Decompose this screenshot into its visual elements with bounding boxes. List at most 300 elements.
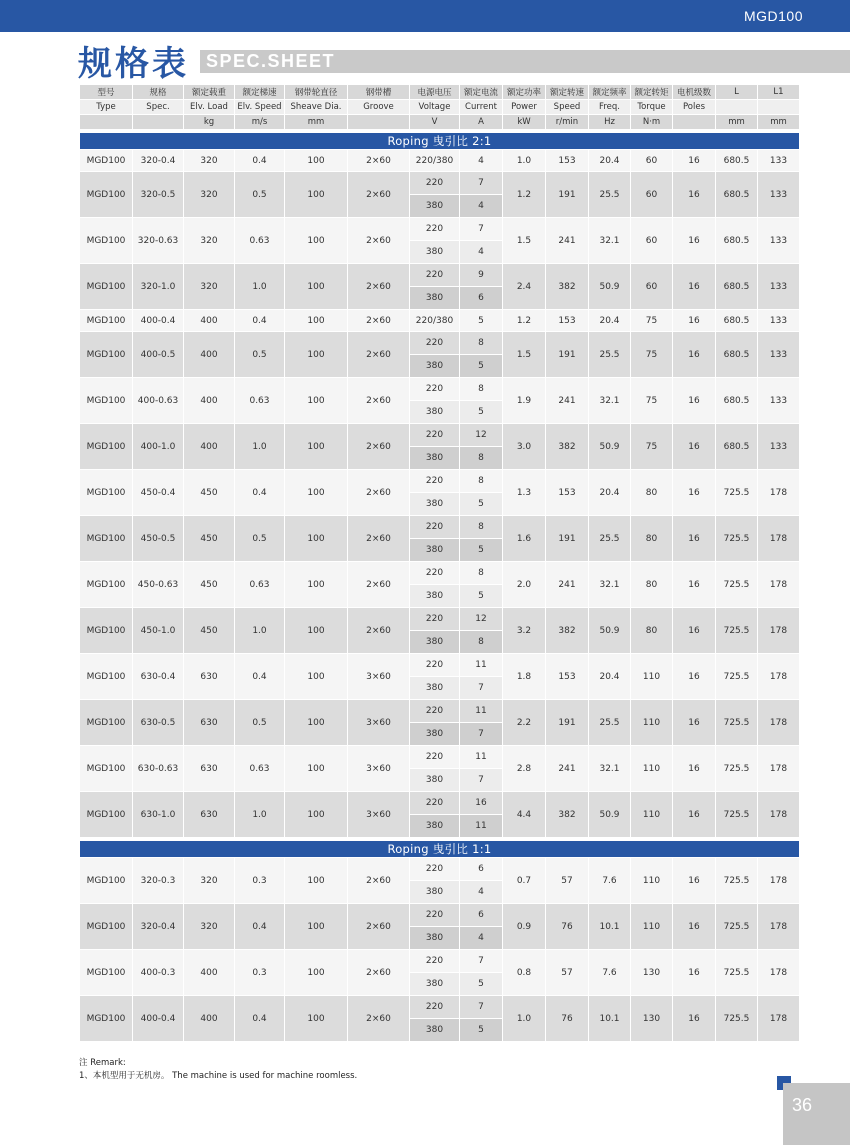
cell-rpm: 191: [546, 700, 589, 746]
section-title: Roping 曳引比 1:1: [80, 841, 800, 858]
cell-power: 2.8: [503, 746, 546, 792]
cell-current: 11: [460, 700, 503, 723]
cell-current: 11: [460, 815, 503, 838]
cell-power: 1.3: [503, 470, 546, 516]
cell-power: 1.2: [503, 172, 546, 218]
cell-groove: 3×60: [348, 654, 410, 700]
cell-torque: 130: [631, 996, 673, 1042]
cell-power: 1.2: [503, 310, 546, 332]
cell-rpm: 153: [546, 654, 589, 700]
cell-voltage: 380: [410, 447, 460, 470]
cell-freq: 32.1: [589, 562, 631, 608]
cell-groove: 2×60: [348, 858, 410, 904]
cell-L1: 133: [758, 172, 800, 218]
column-header: Sheave Dia.: [285, 100, 348, 115]
column-header: 电源电压: [410, 85, 460, 100]
cell-L1: 178: [758, 516, 800, 562]
cell-spec: 450-0.5: [133, 516, 184, 562]
cell-voltage: 380: [410, 973, 460, 996]
column-header: [673, 115, 716, 130]
cell-groove: 3×60: [348, 700, 410, 746]
cell-speed: 0.63: [235, 218, 285, 264]
cell-rpm: 382: [546, 792, 589, 838]
cell-dia: 100: [285, 608, 348, 654]
cell-load: 320: [184, 264, 235, 310]
cell-voltage: 220: [410, 264, 460, 287]
cell-L1: 178: [758, 858, 800, 904]
cell-torque: 110: [631, 904, 673, 950]
cell-groove: 2×60: [348, 172, 410, 218]
cell-spec: 630-1.0: [133, 792, 184, 838]
cell-load: 320: [184, 858, 235, 904]
column-header: Hz: [589, 115, 631, 130]
cell-spec: 400-0.3: [133, 950, 184, 996]
model-label: MGD100: [743, 8, 803, 24]
page-title-en: SPEC.SHEET: [206, 51, 336, 71]
cell-speed: 1.0: [235, 264, 285, 310]
cell-speed: 0.5: [235, 332, 285, 378]
cell-L1: 133: [758, 150, 800, 172]
cell-type: MGD100: [80, 858, 133, 904]
cell-type: MGD100: [80, 470, 133, 516]
column-header: [716, 100, 758, 115]
cell-L: 725.5: [716, 996, 758, 1042]
cell-current: 7: [460, 769, 503, 792]
cell-dia: 100: [285, 264, 348, 310]
column-header: 额定电流: [460, 85, 503, 100]
column-header: [133, 115, 184, 130]
cell-L: 725.5: [716, 562, 758, 608]
cell-poles: 16: [673, 996, 716, 1042]
table-row: [80, 608, 800, 631]
cell-dia: 100: [285, 654, 348, 700]
cell-current: 12: [460, 424, 503, 447]
cell-L: 725.5: [716, 792, 758, 838]
cell-current: 5: [460, 310, 503, 332]
cell-poles: 16: [673, 264, 716, 310]
cell-rpm: 191: [546, 516, 589, 562]
column-header: L1: [758, 85, 800, 100]
cell-torque: 60: [631, 150, 673, 172]
cell-power: 1.5: [503, 332, 546, 378]
cell-voltage: 380: [410, 927, 460, 950]
cell-voltage: 380: [410, 585, 460, 608]
cell-type: MGD100: [80, 332, 133, 378]
cell-type: MGD100: [80, 904, 133, 950]
cell-L1: 178: [758, 654, 800, 700]
cell-load: 450: [184, 608, 235, 654]
cell-voltage: 220/380: [410, 150, 460, 172]
cell-load: 400: [184, 950, 235, 996]
cell-voltage: 380: [410, 401, 460, 424]
cell-freq: 20.4: [589, 150, 631, 172]
cell-speed: 0.3: [235, 858, 285, 904]
table-row: [80, 264, 800, 287]
header-row: [80, 100, 800, 115]
table-row: [80, 746, 800, 769]
column-header: Current: [460, 100, 503, 115]
cell-spec: 320-0.5: [133, 172, 184, 218]
cell-spec: 400-0.4: [133, 996, 184, 1042]
cell-voltage: 220: [410, 172, 460, 195]
cell-speed: 0.63: [235, 562, 285, 608]
cell-groove: 2×60: [348, 904, 410, 950]
cell-poles: 16: [673, 218, 716, 264]
cell-freq: 50.9: [589, 264, 631, 310]
cell-L: 725.5: [716, 858, 758, 904]
cell-load: 630: [184, 746, 235, 792]
cell-rpm: 241: [546, 562, 589, 608]
table-row: [80, 470, 800, 493]
cell-load: 450: [184, 516, 235, 562]
cell-current: 6: [460, 904, 503, 927]
cell-spec: 450-0.4: [133, 470, 184, 516]
cell-dia: 100: [285, 746, 348, 792]
cell-current: 8: [460, 378, 503, 401]
cell-power: 1.5: [503, 218, 546, 264]
cell-current: 11: [460, 654, 503, 677]
cell-load: 450: [184, 562, 235, 608]
cell-type: MGD100: [80, 424, 133, 470]
cell-L1: 133: [758, 218, 800, 264]
cell-L1: 178: [758, 904, 800, 950]
cell-L1: 178: [758, 608, 800, 654]
cell-rpm: 241: [546, 378, 589, 424]
cell-freq: 50.9: [589, 424, 631, 470]
cell-voltage: 220: [410, 904, 460, 927]
cell-torque: 75: [631, 332, 673, 378]
column-header: L: [716, 85, 758, 100]
cell-type: MGD100: [80, 746, 133, 792]
cell-dia: 100: [285, 470, 348, 516]
cell-spec: 320-1.0: [133, 264, 184, 310]
cell-poles: 16: [673, 172, 716, 218]
cell-type: MGD100: [80, 264, 133, 310]
cell-voltage: 220: [410, 516, 460, 539]
cell-current: 5: [460, 1019, 503, 1042]
column-header: Elv. Load: [184, 100, 235, 115]
table-row: [80, 654, 800, 677]
cell-L: 680.5: [716, 218, 758, 264]
cell-groove: 2×60: [348, 332, 410, 378]
cell-torque: 130: [631, 950, 673, 996]
cell-poles: 16: [673, 378, 716, 424]
cell-spec: 320-0.63: [133, 218, 184, 264]
cell-power: 1.8: [503, 654, 546, 700]
cell-groove: 2×60: [348, 516, 410, 562]
cell-current: 8: [460, 447, 503, 470]
cell-type: MGD100: [80, 218, 133, 264]
cell-poles: 16: [673, 700, 716, 746]
cell-speed: 0.5: [235, 516, 285, 562]
cell-dia: 100: [285, 858, 348, 904]
cell-current: 8: [460, 470, 503, 493]
cell-poles: 16: [673, 424, 716, 470]
cell-dia: 100: [285, 424, 348, 470]
cell-power: 1.9: [503, 378, 546, 424]
column-header: Groove: [348, 100, 410, 115]
cell-voltage: 220: [410, 378, 460, 401]
cell-poles: 16: [673, 904, 716, 950]
cell-rpm: 191: [546, 172, 589, 218]
cell-speed: 0.5: [235, 172, 285, 218]
cell-type: MGD100: [80, 310, 133, 332]
cell-voltage: 380: [410, 677, 460, 700]
cell-L1: 133: [758, 332, 800, 378]
column-header: r/min: [546, 115, 589, 130]
column-header: Speed: [546, 100, 589, 115]
cell-L1: 178: [758, 746, 800, 792]
cell-freq: 25.5: [589, 700, 631, 746]
cell-speed: 1.0: [235, 608, 285, 654]
remark-title: 注 Remark:: [79, 1058, 126, 1068]
cell-freq: 25.5: [589, 332, 631, 378]
cell-speed: 0.63: [235, 746, 285, 792]
remark-line: 1、本机型用于无机房。 The machine is used for machine roomless.: [79, 1071, 358, 1081]
cell-L: 725.5: [716, 746, 758, 792]
cell-speed: 1.0: [235, 424, 285, 470]
column-header: 额定频率: [589, 85, 631, 100]
cell-current: 4: [460, 150, 503, 172]
cell-type: MGD100: [80, 700, 133, 746]
cell-voltage: 380: [410, 493, 460, 516]
cell-L: 725.5: [716, 700, 758, 746]
cell-L: 725.5: [716, 950, 758, 996]
cell-groove: 2×60: [348, 424, 410, 470]
cell-rpm: 241: [546, 218, 589, 264]
table-row: [80, 378, 800, 401]
cell-groove: 2×60: [348, 310, 410, 332]
column-header: mm: [716, 115, 758, 130]
cell-load: 320: [184, 172, 235, 218]
cell-current: 9: [460, 264, 503, 287]
cell-torque: 75: [631, 310, 673, 332]
cell-type: MGD100: [80, 378, 133, 424]
cell-L: 725.5: [716, 904, 758, 950]
column-header: 钢带轮直径: [285, 85, 348, 100]
column-header: 钢带槽: [348, 85, 410, 100]
cell-voltage: 380: [410, 769, 460, 792]
cell-rpm: 191: [546, 332, 589, 378]
cell-power: 2.0: [503, 562, 546, 608]
table-row: [80, 424, 800, 447]
cell-torque: 110: [631, 858, 673, 904]
section-title: Roping 曳引比 2:1: [80, 133, 800, 150]
cell-groove: 2×60: [348, 996, 410, 1042]
page-title-cn: 规格表: [78, 44, 189, 84]
cell-groove: 2×60: [348, 470, 410, 516]
column-header: Power: [503, 100, 546, 115]
cell-power: 1.0: [503, 150, 546, 172]
cell-L: 725.5: [716, 608, 758, 654]
cell-load: 400: [184, 424, 235, 470]
cell-load: 450: [184, 470, 235, 516]
cell-voltage: 220: [410, 470, 460, 493]
cell-type: MGD100: [80, 608, 133, 654]
cell-current: 7: [460, 218, 503, 241]
cell-voltage: 220: [410, 950, 460, 973]
table-row: [80, 996, 800, 1019]
cell-dia: 100: [285, 172, 348, 218]
cell-poles: 16: [673, 950, 716, 996]
cell-speed: 0.63: [235, 378, 285, 424]
cell-groove: 2×60: [348, 218, 410, 264]
column-header: kW: [503, 115, 546, 130]
section-header-row: [80, 841, 800, 858]
cell-current: 5: [460, 493, 503, 516]
cell-torque: 80: [631, 470, 673, 516]
cell-L: 725.5: [716, 470, 758, 516]
page-title-en-bar: [200, 50, 850, 73]
cell-speed: 0.4: [235, 654, 285, 700]
cell-current: 8: [460, 562, 503, 585]
cell-current: 11: [460, 746, 503, 769]
cell-current: 5: [460, 973, 503, 996]
cell-voltage: 380: [410, 881, 460, 904]
cell-spec: 400-0.5: [133, 332, 184, 378]
cell-L: 725.5: [716, 654, 758, 700]
cell-L: 680.5: [716, 264, 758, 310]
cell-poles: 16: [673, 858, 716, 904]
table-row: [80, 516, 800, 539]
column-header: kg: [184, 115, 235, 130]
column-header: 额定转矩: [631, 85, 673, 100]
cell-dia: 100: [285, 218, 348, 264]
cell-type: MGD100: [80, 996, 133, 1042]
column-header: mm: [285, 115, 348, 130]
cell-dia: 100: [285, 332, 348, 378]
cell-type: MGD100: [80, 654, 133, 700]
cell-dia: 100: [285, 516, 348, 562]
cell-speed: 0.4: [235, 310, 285, 332]
cell-spec: 630-0.4: [133, 654, 184, 700]
cell-load: 630: [184, 654, 235, 700]
header-row: [80, 85, 800, 100]
column-header: N·m: [631, 115, 673, 130]
column-header: Voltage: [410, 100, 460, 115]
cell-L: 680.5: [716, 424, 758, 470]
cell-current: 7: [460, 723, 503, 746]
cell-dia: 100: [285, 996, 348, 1042]
cell-spec: 630-0.63: [133, 746, 184, 792]
cell-freq: 7.6: [589, 858, 631, 904]
cell-current: 12: [460, 608, 503, 631]
cell-groove: 3×60: [348, 792, 410, 838]
cell-speed: 0.4: [235, 150, 285, 172]
cell-voltage: 220/380: [410, 310, 460, 332]
cell-dia: 100: [285, 562, 348, 608]
table-row: [80, 218, 800, 241]
cell-current: 4: [460, 241, 503, 264]
cell-poles: 16: [673, 310, 716, 332]
cell-current: 4: [460, 195, 503, 218]
cell-groove: 2×60: [348, 150, 410, 172]
cell-current: 4: [460, 927, 503, 950]
cell-L1: 133: [758, 310, 800, 332]
cell-L: 680.5: [716, 172, 758, 218]
cell-voltage: 220: [410, 424, 460, 447]
cell-speed: 0.4: [235, 996, 285, 1042]
cell-speed: 1.0: [235, 792, 285, 838]
cell-load: 320: [184, 218, 235, 264]
cell-rpm: 241: [546, 746, 589, 792]
cell-voltage: 380: [410, 1019, 460, 1042]
cell-L1: 178: [758, 470, 800, 516]
cell-spec: 400-1.0: [133, 424, 184, 470]
cell-load: 400: [184, 378, 235, 424]
cell-power: 1.0: [503, 996, 546, 1042]
cell-torque: 60: [631, 218, 673, 264]
cell-voltage: 380: [410, 539, 460, 562]
column-header: mm: [758, 115, 800, 130]
cell-current: 7: [460, 950, 503, 973]
cell-current: 4: [460, 881, 503, 904]
cell-load: 400: [184, 332, 235, 378]
cell-spec: 400-0.63: [133, 378, 184, 424]
column-header: V: [410, 115, 460, 130]
cell-current: 6: [460, 287, 503, 310]
cell-dia: 100: [285, 700, 348, 746]
column-header: 额定转速: [546, 85, 589, 100]
cell-current: 6: [460, 858, 503, 881]
cell-power: 3.2: [503, 608, 546, 654]
column-header: Elv. Speed: [235, 100, 285, 115]
cell-freq: 10.1: [589, 904, 631, 950]
column-header: Torque: [631, 100, 673, 115]
column-header: [348, 115, 410, 130]
top-banner: [0, 0, 850, 32]
cell-torque: 75: [631, 424, 673, 470]
cell-power: 3.0: [503, 424, 546, 470]
cell-rpm: 57: [546, 950, 589, 996]
cell-torque: 60: [631, 264, 673, 310]
cell-torque: 80: [631, 608, 673, 654]
cell-voltage: 220: [410, 858, 460, 881]
cell-voltage: 380: [410, 723, 460, 746]
cell-voltage: 380: [410, 355, 460, 378]
cell-spec: 320-0.4: [133, 904, 184, 950]
table-row: [80, 904, 800, 927]
cell-rpm: 57: [546, 858, 589, 904]
cell-torque: 110: [631, 700, 673, 746]
cell-spec: 450-1.0: [133, 608, 184, 654]
cell-voltage: 380: [410, 631, 460, 654]
column-header: 规格: [133, 85, 184, 100]
cell-spec: 400-0.4: [133, 310, 184, 332]
column-header: Spec.: [133, 100, 184, 115]
cell-poles: 16: [673, 332, 716, 378]
cell-L1: 178: [758, 996, 800, 1042]
column-header: Poles: [673, 100, 716, 115]
column-header: 额定梯速: [235, 85, 285, 100]
cell-voltage: 220: [410, 218, 460, 241]
cell-poles: 16: [673, 792, 716, 838]
cell-load: 630: [184, 792, 235, 838]
column-header: 电机级数: [673, 85, 716, 100]
table-row: [80, 172, 800, 195]
table-row: [80, 150, 800, 172]
cell-L: 680.5: [716, 378, 758, 424]
cell-L: 680.5: [716, 310, 758, 332]
cell-torque: 80: [631, 562, 673, 608]
cell-torque: 110: [631, 654, 673, 700]
cell-power: 1.6: [503, 516, 546, 562]
cell-voltage: 220: [410, 996, 460, 1019]
cell-freq: 50.9: [589, 792, 631, 838]
cell-power: 4.4: [503, 792, 546, 838]
cell-type: MGD100: [80, 516, 133, 562]
column-header: Freq.: [589, 100, 631, 115]
